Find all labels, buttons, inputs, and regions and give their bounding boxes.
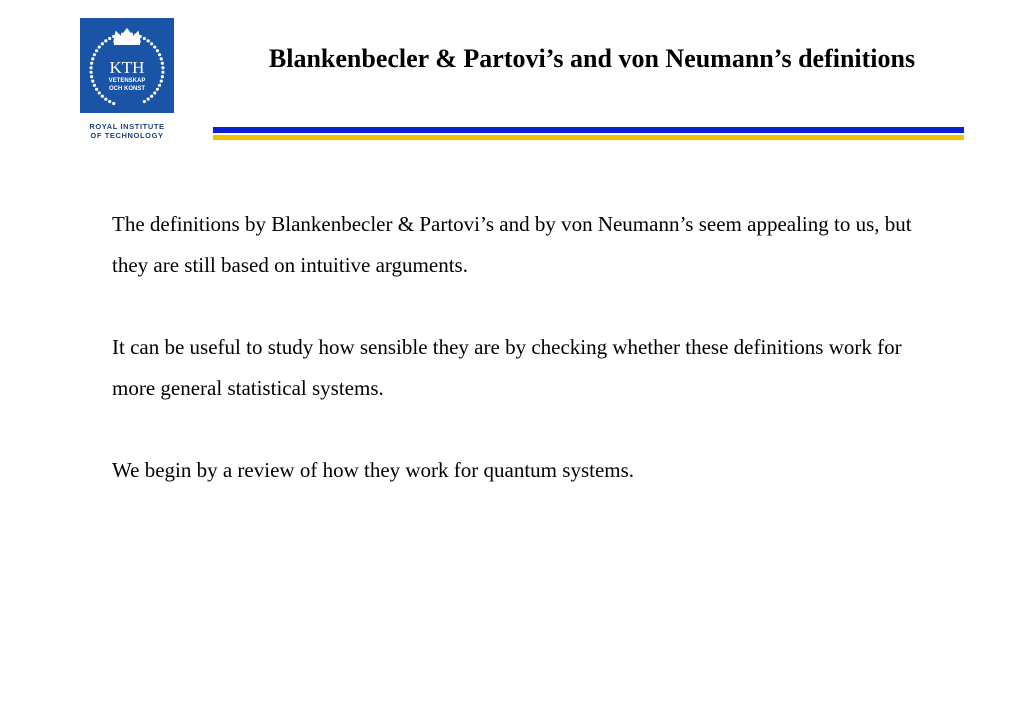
- seal-ring-dot: [161, 71, 164, 74]
- seal-ring-dot: [153, 91, 156, 94]
- paragraph-1: The definitions by Blankenbecler & Partovi’s and by von Neumann’s seem appealing to us, but they are still based on intuitive arguments.: [112, 212, 912, 277]
- logo-motto-line2: OCH KONST: [109, 86, 145, 92]
- seal-ring-dot: [156, 49, 159, 52]
- seal-ring-dot: [90, 75, 93, 78]
- logo-acronym: KTH: [109, 58, 145, 77]
- seal-ring-dot: [104, 39, 107, 42]
- seal-ring-dot: [93, 53, 96, 56]
- title-underline-blue: [213, 127, 964, 133]
- seal-ring-dot: [101, 95, 104, 98]
- seal-ring-dot: [95, 49, 98, 52]
- seal-ring-dot: [104, 98, 107, 101]
- logo-caption: [74, 122, 180, 140]
- kth-logo: [80, 18, 174, 113]
- seal-ring-dot: [90, 62, 93, 65]
- seal-ring-dot: [147, 39, 150, 42]
- seal-ring-dot: [156, 88, 159, 91]
- seal-ring-dot: [147, 98, 150, 101]
- logo-caption-line1: ROYAL INSTITUTE: [89, 122, 165, 131]
- seal-ring-dot: [160, 57, 163, 60]
- seal-ring-dot: [91, 57, 94, 60]
- seal-ring-dot: [98, 91, 101, 94]
- logo-motto-line1: VETENSKAP: [108, 78, 146, 84]
- seal-ring-dot: [150, 95, 153, 98]
- title-underline-yellow: [213, 135, 964, 140]
- seal-ring-dot: [95, 88, 98, 91]
- seal-ring-dot: [108, 100, 111, 103]
- seal-ring-dot: [150, 42, 153, 45]
- seal-ring-dot: [158, 53, 161, 56]
- seal-ring-dot: [153, 45, 156, 48]
- paragraph-2: It can be useful to study how sensible they are by checking whether these definitions work for more general statistical systems.: [112, 335, 902, 400]
- seal-ring-dot: [101, 42, 104, 45]
- seal-ring-dot: [161, 66, 164, 69]
- seal-ring-dot: [91, 80, 94, 83]
- seal-ring-dot: [93, 84, 96, 87]
- seal-ring-dot: [108, 37, 111, 40]
- seal-ring-dot: [143, 37, 146, 40]
- seal-ring-dot: [161, 62, 164, 65]
- slide-title: Blankenbecler & Partovi’s and von Neumann’s definitions: [268, 44, 916, 73]
- seal-ring-dot: [98, 45, 101, 48]
- seal-ring-dot: [161, 75, 164, 78]
- crown-seal-icon: [80, 18, 174, 113]
- seal-ring-dot: [112, 102, 115, 105]
- logo-caption-line2: OF TECHNOLOGY: [90, 131, 164, 140]
- seal-ring-dot: [160, 80, 163, 83]
- seal-ring-dot: [143, 100, 146, 103]
- seal-ring-dot: [89, 71, 92, 74]
- paragraph-3: We begin by a review of how they work for quantum systems.: [112, 458, 635, 482]
- seal-ring-dot: [89, 66, 92, 69]
- seal-ring-dot: [158, 84, 161, 87]
